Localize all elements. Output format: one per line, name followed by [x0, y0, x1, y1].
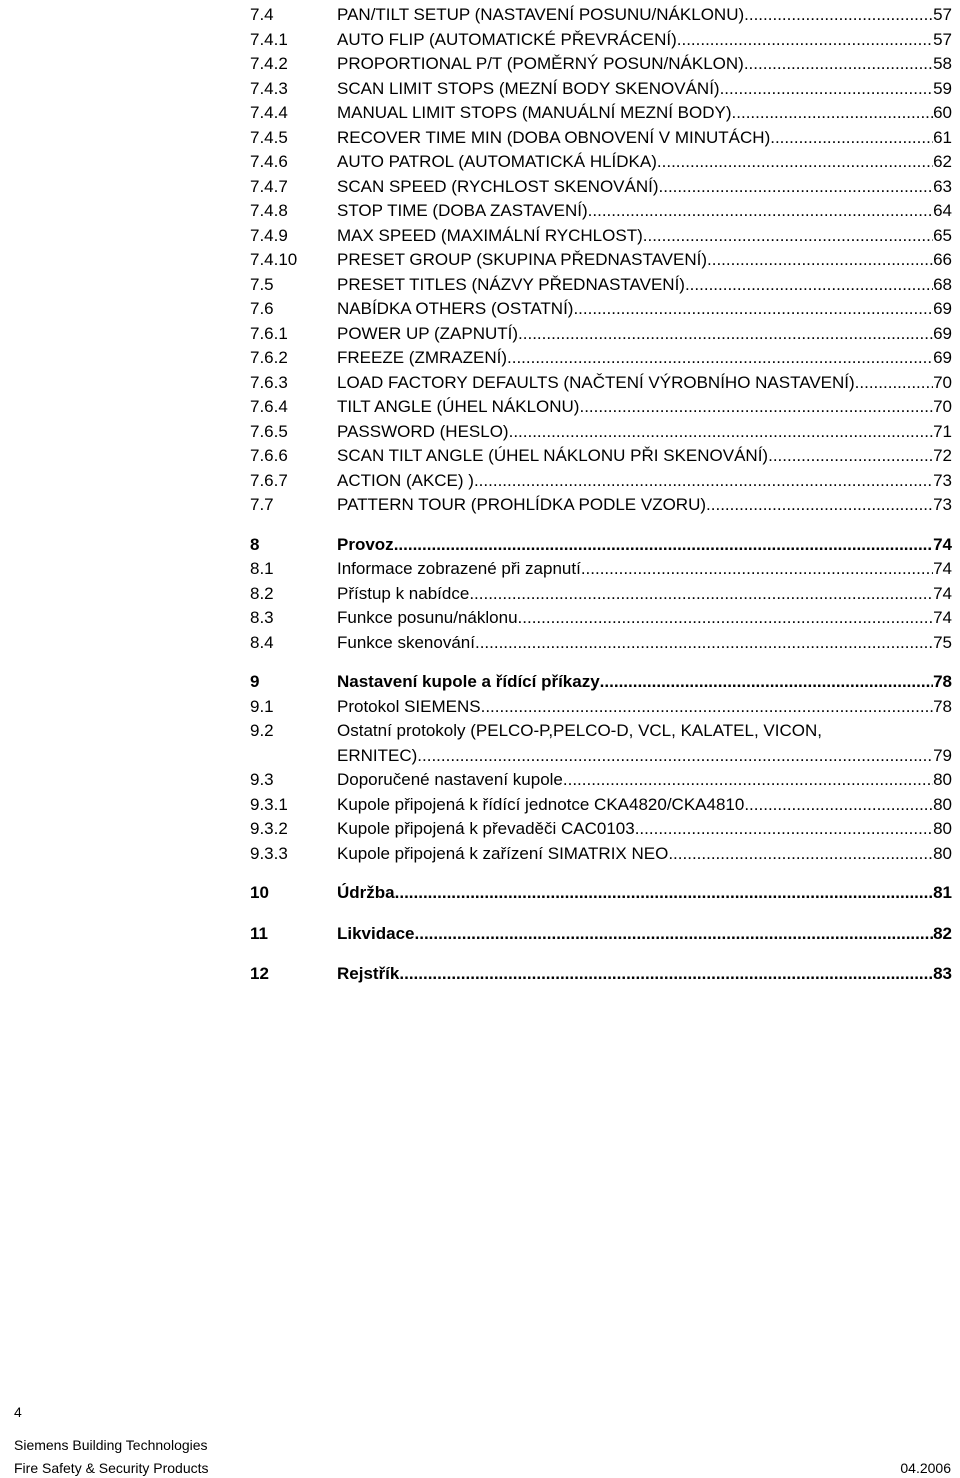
- toc-entry-number: 8.1: [250, 559, 274, 578]
- toc-entry-title: Doporučené nastavení kupole: [337, 770, 563, 789]
- toc-entry-number: 9.3.1: [250, 794, 288, 814]
- toc-entry-page: 74: [933, 559, 952, 578]
- toc-entry[interactable]: [250, 606, 952, 631]
- toc-entry-page: 71: [933, 421, 952, 441]
- toc-entry-title: Údržba: [337, 883, 395, 902]
- toc-entry-title: POWER UP (ZAPNUTÍ): [337, 323, 519, 343]
- toc-entry[interactable]: [250, 469, 952, 494]
- toc-entry-number: 8.2: [250, 583, 274, 603]
- toc-entry-title: PRESET TITLES (NÁZVY PŘEDNASTAVENÍ): [337, 274, 685, 294]
- toc-entry-number: 7.5: [250, 274, 274, 294]
- toc-entry-number: 7.6.7: [250, 470, 288, 490]
- toc-entry-page: 72: [933, 446, 952, 465]
- toc-entry-page: 78: [933, 672, 952, 691]
- toc-entry-page: 58: [933, 54, 952, 73]
- toc-entry-title: PATTERN TOUR (PROHLÍDKA PODLE VZORU): [337, 495, 707, 514]
- toc-chapter-12[interactable]: [250, 962, 952, 987]
- toc-entry-9-1[interactable]: [250, 695, 952, 720]
- toc-entry-title: STOP TIME (DOBA ZASTAVENÍ): [337, 201, 588, 220]
- toc-chapter-8[interactable]: [250, 533, 952, 558]
- toc-entry-number: 9: [250, 672, 260, 691]
- toc-entry-title: Kupole připojená k řídící jednotce CKA4820/CKA4810: [337, 794, 745, 814]
- toc-entry-title: Kupole připojená k zařízení SIMATRIX NEO: [337, 843, 669, 863]
- toc-entry[interactable]: [250, 395, 952, 420]
- toc-entry-title: PRESET GROUP (SKUPINA PŘEDNASTAVENÍ): [337, 250, 707, 269]
- toc-entry-number: 7.6.1: [250, 323, 288, 343]
- toc-entry-number: 7.4.10: [250, 250, 298, 269]
- toc-entry-number: 7.6: [250, 299, 274, 318]
- toc-entry[interactable]: [250, 3, 952, 28]
- toc-entry[interactable]: [250, 28, 952, 53]
- toc-section-9-3: [250, 768, 952, 866]
- toc-entry-number: 7.4.8: [250, 201, 288, 220]
- toc-entry-title-line1: Ostatní protokoly (PELCO-P,PELCO-D, VCL, KALATEL, VICON,: [337, 721, 822, 740]
- toc-entry-number: 7.6.4: [250, 397, 288, 416]
- toc-entry-page: 66: [933, 250, 952, 269]
- toc-chapter-9[interactable]: [250, 670, 952, 695]
- toc-entry-number: 7.4.6: [250, 152, 288, 171]
- toc-entry[interactable]: [250, 126, 952, 151]
- toc-entry-number: 7.7: [250, 495, 274, 514]
- toc-chapter-11[interactable]: [250, 922, 952, 947]
- toc-entry-title-line2: ERNITEC): [337, 745, 418, 765]
- toc-entry-page: 82: [933, 923, 952, 943]
- toc-entry-title: Funkce skenování: [337, 632, 475, 652]
- toc-entry-page: 62: [933, 152, 952, 171]
- toc-entry-title: Rejstřík: [337, 964, 400, 983]
- toc-entry-title: AUTO FLIP (AUTOMATICKÉ PŘEVRÁCENÍ): [337, 29, 677, 49]
- toc-entry-page: 83: [933, 964, 952, 983]
- toc-entry-title: SCAN LIMIT STOPS (MEZNÍ BODY SKENOVÁNÍ): [337, 78, 720, 98]
- toc-entry-title: Protokol SIEMENS: [337, 696, 481, 716]
- toc-entry-number: 11: [250, 923, 268, 943]
- toc-entry[interactable]: [250, 582, 952, 607]
- toc-entry-page: 59: [933, 78, 952, 98]
- toc-entry-number: 7.6.2: [250, 348, 288, 367]
- toc-entry[interactable]: [250, 175, 952, 200]
- table-of-contents: [250, 3, 952, 987]
- toc-entry-number: 9.3.3: [250, 843, 288, 863]
- toc-entry-number: 12: [250, 964, 269, 983]
- toc-entry-title: Likvidace: [337, 923, 415, 943]
- toc-entry[interactable]: [250, 52, 952, 77]
- toc-entry-number: 9.1: [250, 696, 274, 716]
- toc-entry[interactable]: [250, 273, 952, 298]
- toc-entry-title: RECOVER TIME MIN (DOBA OBNOVENÍ V MINUTÁCH): [337, 127, 771, 147]
- toc-entry-9-2[interactable]: [250, 719, 952, 768]
- footer-row: [14, 1460, 951, 1476]
- toc-entry-page: 68: [933, 274, 952, 294]
- toc-entry-title: PASSWORD (HESLO): [337, 421, 509, 441]
- toc-entry-number: 9.3.2: [250, 819, 288, 838]
- toc-entry-page: 73: [933, 495, 952, 514]
- toc-entry-title: NABÍDKA OTHERS (OSTATNÍ): [337, 299, 574, 318]
- toc-entry[interactable]: [250, 420, 952, 445]
- footer-company: Siemens Building Technologies: [14, 1437, 208, 1453]
- toc-entry-number: 9.3: [250, 770, 274, 789]
- toc-entry-page: 57: [933, 5, 952, 24]
- toc-entry[interactable]: [250, 297, 952, 322]
- toc-entry-page: 69: [933, 348, 952, 367]
- toc-entry[interactable]: [250, 346, 952, 371]
- toc-entry[interactable]: [250, 817, 952, 842]
- toc-entry-page: 80: [933, 843, 952, 863]
- toc-entry[interactable]: [250, 199, 952, 224]
- toc-entry-title: SCAN TILT ANGLE (ÚHEL NÁKLONU PŘI SKENOVÁNÍ): [337, 446, 769, 465]
- toc-section-7: [250, 3, 952, 518]
- toc-entry-page: 69: [933, 299, 952, 318]
- toc-entry-page: 69: [933, 323, 952, 343]
- toc-entry[interactable]: [250, 248, 952, 273]
- toc-entry[interactable]: [250, 224, 952, 249]
- toc-entry-page: 74: [933, 583, 952, 603]
- footer-division: Fire Safety & Security Products: [14, 1460, 209, 1476]
- toc-entry[interactable]: [250, 101, 952, 126]
- toc-entry-number: 7.4.1: [250, 29, 288, 49]
- toc-entry-title: Přístup k nabídce: [337, 583, 470, 603]
- toc-entry-title: MAX SPEED (MAXIMÁLNÍ RYCHLOST): [337, 225, 643, 245]
- toc-entry-page: 78: [933, 696, 952, 716]
- toc-section-8: [250, 557, 952, 655]
- toc-entry-title: Funkce posunu/náklonu: [337, 608, 518, 627]
- toc-entry[interactable]: [250, 557, 952, 582]
- toc-entry-page: 80: [933, 770, 952, 789]
- toc-entry-title: LOAD FACTORY DEFAULTS (NAČTENÍ VÝROBNÍHO NASTAVENÍ): [337, 372, 855, 392]
- toc-entry-number: 8.3: [250, 608, 274, 627]
- toc-entry-title: Provoz: [337, 534, 394, 554]
- toc-entry[interactable]: [250, 322, 952, 347]
- toc-entry-title: Kupole připojená k převaděči CAC0103: [337, 819, 635, 838]
- toc-entry[interactable]: [250, 793, 952, 818]
- toc-entry-page: 70: [933, 372, 952, 392]
- toc-entry-number: 8.4: [250, 632, 274, 652]
- toc-entry-number: 7.6.5: [250, 421, 288, 441]
- toc-entry-page: 63: [933, 176, 952, 196]
- toc-entry-page: 75: [933, 632, 952, 652]
- toc-entry-title: ACTION (AKCE) ): [337, 470, 474, 490]
- toc-entry-page: 70: [933, 397, 952, 416]
- toc-entry-page: 60: [933, 103, 952, 122]
- toc-entry-title: AUTO PATROL (AUTOMATICKÁ HLÍDKA): [337, 152, 657, 171]
- toc-entry-number: 7.4.9: [250, 225, 288, 245]
- footer-date: 04.2006: [900, 1460, 951, 1476]
- toc-entry-number: 9.2: [250, 721, 274, 740]
- toc-entry-page: 74: [933, 534, 952, 554]
- toc-entry-page: 80: [933, 819, 952, 838]
- toc-entry-page: 74: [933, 608, 952, 627]
- toc-chapter-10[interactable]: [250, 881, 952, 906]
- toc-entry-number: 7.4.2: [250, 54, 288, 73]
- toc-entry-title: SCAN SPEED (RYCHLOST SKENOVÁNÍ): [337, 176, 659, 196]
- toc-entry-title: Nastavení kupole a řídící příkazy: [337, 672, 600, 691]
- toc-entry-page: 61: [933, 127, 952, 147]
- toc-entry-page: 57: [933, 29, 952, 49]
- toc-entry-number: 7.4.3: [250, 78, 288, 98]
- toc-entry-page: 80: [933, 794, 952, 814]
- toc-entry-number: 7.4.5: [250, 127, 288, 147]
- toc-entry[interactable]: [250, 444, 952, 469]
- toc-entry[interactable]: [250, 631, 952, 656]
- toc-entry-number: 7.4.7: [250, 176, 288, 196]
- toc-entry-title: Informace zobrazené při zapnutí: [337, 559, 581, 578]
- toc-entry-page: 73: [933, 470, 952, 490]
- toc-entry-number: 7.6.3: [250, 372, 288, 392]
- toc-entry[interactable]: [250, 842, 952, 867]
- toc-entry-number: 7.4: [250, 5, 274, 24]
- toc-entry-page: 65: [933, 225, 952, 245]
- toc-entry-title: PROPORTIONAL P/T (POMĚRNÝ POSUN/NÁKLON): [337, 54, 744, 73]
- toc-entry-page: 81: [933, 883, 952, 902]
- toc-entry-title: PAN/TILT SETUP (NASTAVENÍ POSUNU/NÁKLONU): [337, 5, 745, 24]
- toc-entry-title: TILT ANGLE (ÚHEL NÁKLONU): [337, 397, 580, 416]
- page-number: 4: [14, 1404, 22, 1420]
- toc-entry-number: 10: [250, 883, 269, 902]
- toc-entry[interactable]: [250, 768, 952, 793]
- toc-entry-title: MANUAL LIMIT STOPS (MANUÁLNÍ MEZNÍ BODY): [337, 103, 732, 122]
- toc-entry[interactable]: [250, 371, 952, 396]
- toc-entry-number: 7.6.6: [250, 446, 288, 465]
- toc-entry[interactable]: [250, 77, 952, 102]
- toc-entry-number: 8: [250, 534, 260, 554]
- toc-entry-page: 79: [933, 745, 952, 765]
- toc-entry[interactable]: [250, 493, 952, 518]
- toc-entry-number: 7.4.4: [250, 103, 288, 122]
- toc-entry[interactable]: [250, 150, 952, 175]
- toc-entry-page: 64: [933, 201, 952, 220]
- toc-entry-title: FREEZE (ZMRAZENÍ): [337, 348, 507, 367]
